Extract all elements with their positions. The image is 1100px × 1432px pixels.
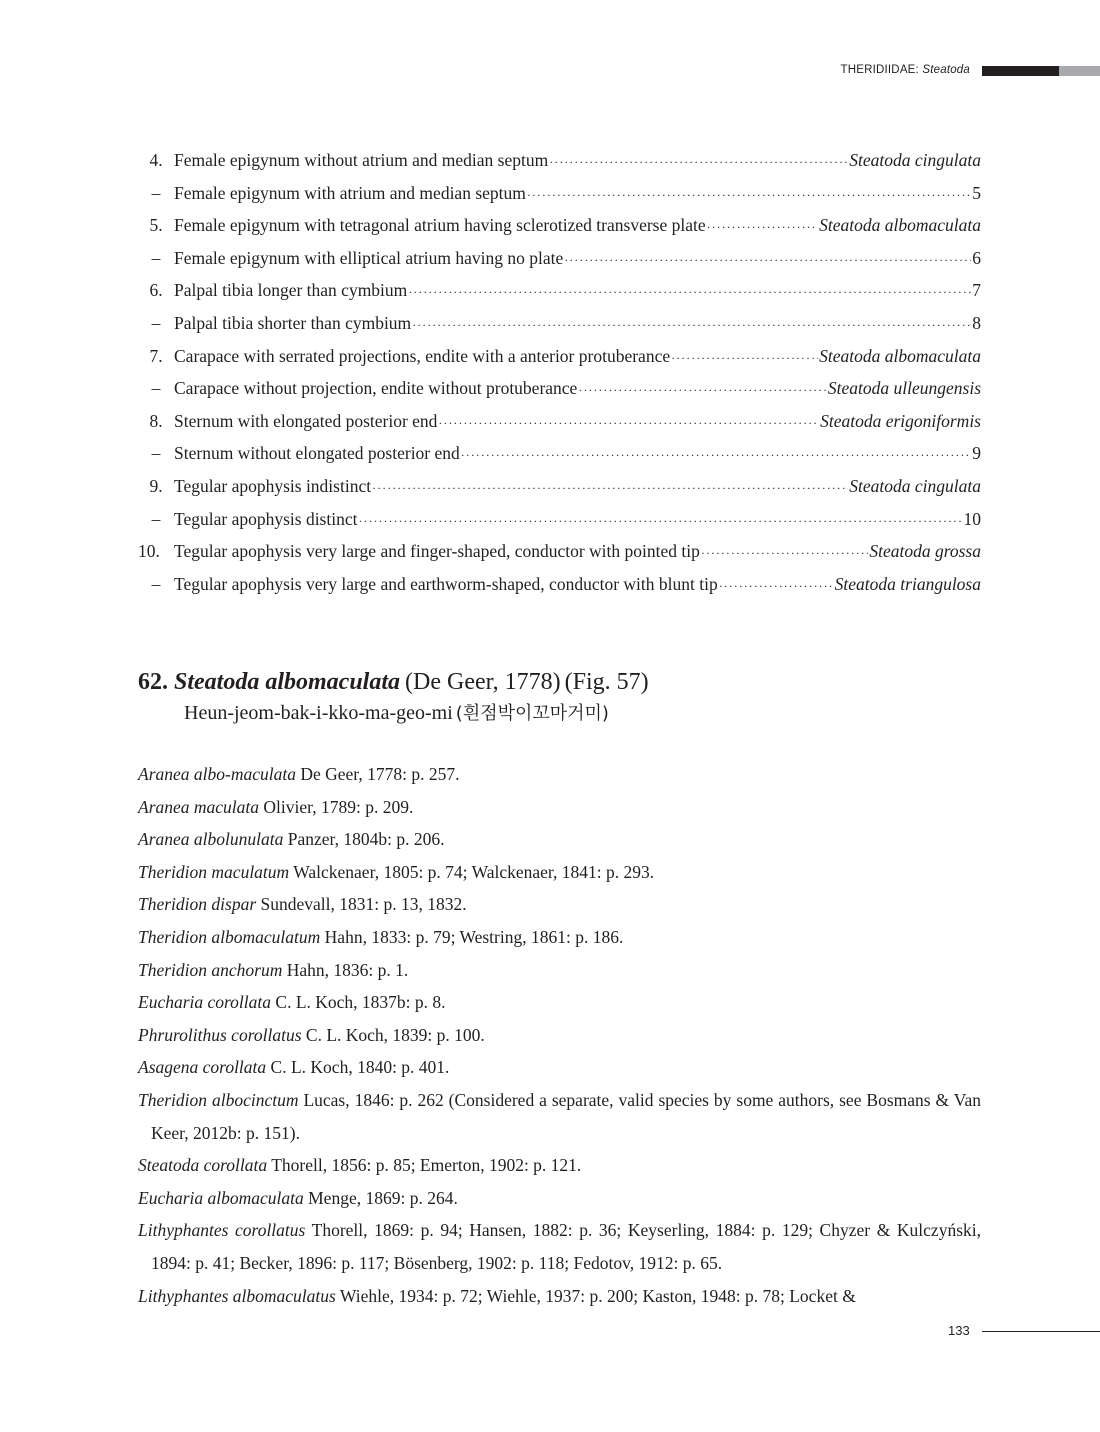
- synonym-taxon: Theridion albomaculatum: [138, 926, 321, 947]
- dot-leader: [671, 351, 818, 366]
- synonym-taxon: Theridion anchorum: [138, 959, 283, 980]
- key-result-couplet: 9: [972, 443, 981, 464]
- species-heading: [138, 666, 988, 729]
- key-couplet-number: –: [151, 247, 161, 268]
- key-character-text: Tegular apophysis very large and finger-shaped, conductor with pointed tip: [174, 541, 700, 562]
- running-header-genus: Steatoda: [922, 64, 970, 76]
- synonym-taxon: Aranea maculata: [138, 796, 260, 817]
- dot-leader: [719, 579, 834, 594]
- key-result-couplet: 7: [972, 280, 981, 301]
- common-name-line: [138, 698, 988, 729]
- species-number: 62.: [138, 669, 168, 695]
- common-name: Heun-jeom-bak-i-kko-ma-geo-mi: [184, 702, 453, 724]
- dot-leader: [578, 383, 827, 398]
- synonym-references: Olivier, 1789: p. 209.: [263, 796, 414, 817]
- footer-rule: [982, 1331, 1100, 1332]
- running-header-label: [841, 64, 970, 76]
- running-header-family: THERIDIIDAE:: [840, 64, 919, 76]
- key-row: [138, 313, 981, 346]
- synonymy-entry: [138, 1214, 981, 1279]
- key-result-taxon: Steatoda albomaculata: [819, 215, 981, 236]
- key-result-taxon: Steatoda ulleungensis: [827, 378, 981, 399]
- key-couplet-number: 6.: [149, 280, 163, 301]
- key-couplet-number: 8.: [149, 410, 163, 431]
- synonym-references: Thorell, 1856: p. 85; Emerton, 1902: p. 121.: [271, 1155, 582, 1176]
- key-character-text: Sternum without elongated posterior end: [174, 443, 460, 464]
- key-couplet-number: –: [151, 443, 161, 464]
- synonym-references: C. L. Koch, 1840: p. 401.: [270, 1057, 450, 1078]
- key-result-couplet: 6: [972, 247, 981, 268]
- synonym-references: Sundevall, 1831: p. 13, 1832.: [260, 894, 467, 915]
- synonymy-entry: [138, 1149, 981, 1182]
- synonym-references: De Geer, 1778: p. 257.: [300, 764, 460, 784]
- synonym-references: C. L. Koch, 1837b: p. 8.: [275, 992, 446, 1013]
- synonym-references: Lucas, 1846: p. 262 (Considered a separate, valid species by some authors, see Bosmans & Van Keer, 2012b: p. 151).: [151, 1089, 982, 1143]
- synonymy-entry: [138, 791, 981, 824]
- key-character-text: Sternum with elongated posterior end: [174, 410, 438, 431]
- synonym-references: Hahn, 1836: p. 1.: [286, 959, 409, 980]
- running-header: [0, 64, 1100, 80]
- dot-leader: [549, 155, 848, 170]
- synonym-references: C. L. Koch, 1839: p. 100.: [305, 1024, 485, 1045]
- synonym-taxon: Theridion dispar: [138, 894, 257, 915]
- synonymy-entry: [138, 856, 981, 889]
- synonymy-entry: [138, 823, 981, 856]
- key-character-text: Carapace with serrated projections, endite with a anterior protuberance: [174, 345, 671, 366]
- figure-reference: (Fig. 57): [564, 669, 649, 695]
- key-result-taxon: Steatoda cingulata: [849, 150, 981, 170]
- key-couplet-number: 4.: [149, 150, 163, 170]
- dot-leader: [564, 253, 971, 268]
- synonym-references: Thorell, 1869: p. 94; Hansen, 1882: p. 36; Keyserling, 1884: p. 129; Chyzer & Kulczyński, 1894: p. 41; Becker, 1896: p. 117; Bösenberg, 1902: p. 118; Fedotov, 1912: p. 65.: [151, 1220, 981, 1273]
- key-character-text: Tegular apophysis distinct: [174, 508, 358, 529]
- synonym-taxon: Aranea albo-maculata: [138, 764, 296, 784]
- synonym-taxon: Asagena corollata: [138, 1057, 267, 1078]
- key-character-text: Female epigynum with tetragonal atrium having sclerotized transverse plate: [174, 215, 706, 236]
- header-bar-dark: [982, 66, 1059, 76]
- key-row: [138, 215, 981, 248]
- key-result-taxon: Steatoda triangulosa: [834, 573, 981, 594]
- key-row: [138, 378, 981, 411]
- synonym-taxon: Phrurolithus corollatus: [138, 1024, 302, 1045]
- identification-key: [138, 150, 981, 606]
- synonymy-entry: [138, 1182, 981, 1215]
- synonymy-entry: [138, 1051, 981, 1084]
- synonym-taxon: Theridion maculatum: [138, 861, 290, 882]
- key-row: [138, 574, 981, 607]
- header-bar-gray: [1059, 66, 1100, 76]
- synonym-taxon: Eucharia albomaculata: [138, 1187, 304, 1208]
- synonym-taxon: Lithyphantes corollatus: [138, 1220, 306, 1241]
- key-character-text: Female epigynum with elliptical atrium having no plate: [174, 247, 564, 268]
- key-character-text: Female epigynum with atrium and median septum: [174, 182, 526, 203]
- key-result-taxon: Steatoda cingulata: [849, 475, 981, 496]
- synonymy-entry: [138, 1084, 981, 1149]
- key-row: [138, 509, 981, 542]
- key-result-taxon: Steatoda erigoniformis: [820, 410, 981, 431]
- synonym-taxon: Lithyphantes albomaculatus: [138, 1285, 336, 1306]
- synonymy-entry: [138, 954, 981, 987]
- key-character-text: Palpal tibia shorter than cymbium: [174, 312, 412, 333]
- key-character-text: Carapace without projection, endite without protuberance: [174, 378, 578, 399]
- synonym-references: Wiehle, 1934: p. 72; Wiehle, 1937: p. 200; Kaston, 1948: p. 78; Locket &: [339, 1285, 856, 1306]
- key-result-couplet: 5: [972, 182, 981, 203]
- key-result-taxon: Steatoda albomaculata: [819, 345, 981, 366]
- key-couplet-number: 10.: [138, 541, 160, 562]
- species-title: [138, 666, 988, 698]
- synonym-taxon: Aranea albolunulata: [138, 829, 284, 850]
- key-couplet-number: 9.: [149, 475, 163, 496]
- korean-name: (흰점박이꼬마거미): [455, 703, 609, 724]
- key-row: [138, 443, 981, 476]
- key-couplet-number: 5.: [149, 215, 163, 236]
- key-couplet-number: 7.: [149, 345, 163, 366]
- key-character-text: Tegular apophysis indistinct: [174, 475, 372, 496]
- synonym-taxon: Theridion albocinctum: [138, 1089, 299, 1110]
- key-result-couplet: 8: [972, 312, 981, 333]
- dot-leader: [707, 220, 819, 235]
- key-couplet-number: –: [151, 182, 161, 203]
- key-row: [138, 280, 981, 313]
- synonymy-entry: [138, 986, 981, 1019]
- synonym-taxon: Eucharia corollata: [138, 992, 272, 1013]
- dot-leader: [438, 416, 819, 431]
- key-couplet-number: –: [151, 312, 161, 333]
- key-row: [138, 346, 981, 379]
- synonym-references: Menge, 1869: p. 264.: [308, 1187, 458, 1208]
- synonymy-list: [138, 758, 981, 1312]
- key-character-text: Palpal tibia longer than cymbium: [174, 280, 408, 301]
- synonymy-entry: [138, 1019, 981, 1052]
- synonymy-entry: [138, 921, 981, 954]
- dot-leader: [358, 514, 962, 529]
- key-couplet-number: –: [151, 573, 161, 594]
- key-row: [138, 248, 981, 281]
- synonymy-entry: [138, 1280, 981, 1313]
- key-result-taxon: Steatoda grossa: [869, 541, 981, 562]
- synonym-references: Panzer, 1804b: p. 206.: [287, 829, 445, 850]
- key-row: [138, 541, 981, 574]
- key-character-text: Female epigynum without atrium and median septum: [174, 150, 549, 170]
- key-row: [138, 411, 981, 444]
- synonym-references: Walckenaer, 1805: p. 74; Walckenaer, 1841: p. 293.: [293, 861, 655, 882]
- dot-leader: [408, 285, 971, 300]
- synonym-taxon: Steatoda corollata: [138, 1155, 268, 1176]
- key-row: [138, 183, 981, 216]
- synonymy-entry: [138, 758, 981, 791]
- dot-leader: [527, 188, 971, 203]
- key-row: [138, 476, 981, 509]
- dot-leader: [701, 546, 868, 561]
- key-row: [138, 150, 981, 183]
- key-result-couplet: 10: [963, 508, 981, 529]
- key-couplet-number: –: [151, 508, 161, 529]
- synonymy-entry: [138, 888, 981, 921]
- key-couplet-number: –: [151, 378, 161, 399]
- synonym-references: Hahn, 1833: p. 79; Westring, 1861: p. 186.: [324, 926, 624, 947]
- species-authority: (De Geer, 1778): [405, 669, 561, 695]
- dot-leader: [412, 318, 971, 333]
- page-number: 133: [948, 1323, 970, 1338]
- dot-leader: [372, 481, 848, 496]
- dot-leader: [461, 448, 971, 463]
- key-character-text: Tegular apophysis very large and earthworm-shaped, conductor with blunt tip: [174, 573, 718, 594]
- species-name: Steatoda albomaculata: [174, 669, 401, 695]
